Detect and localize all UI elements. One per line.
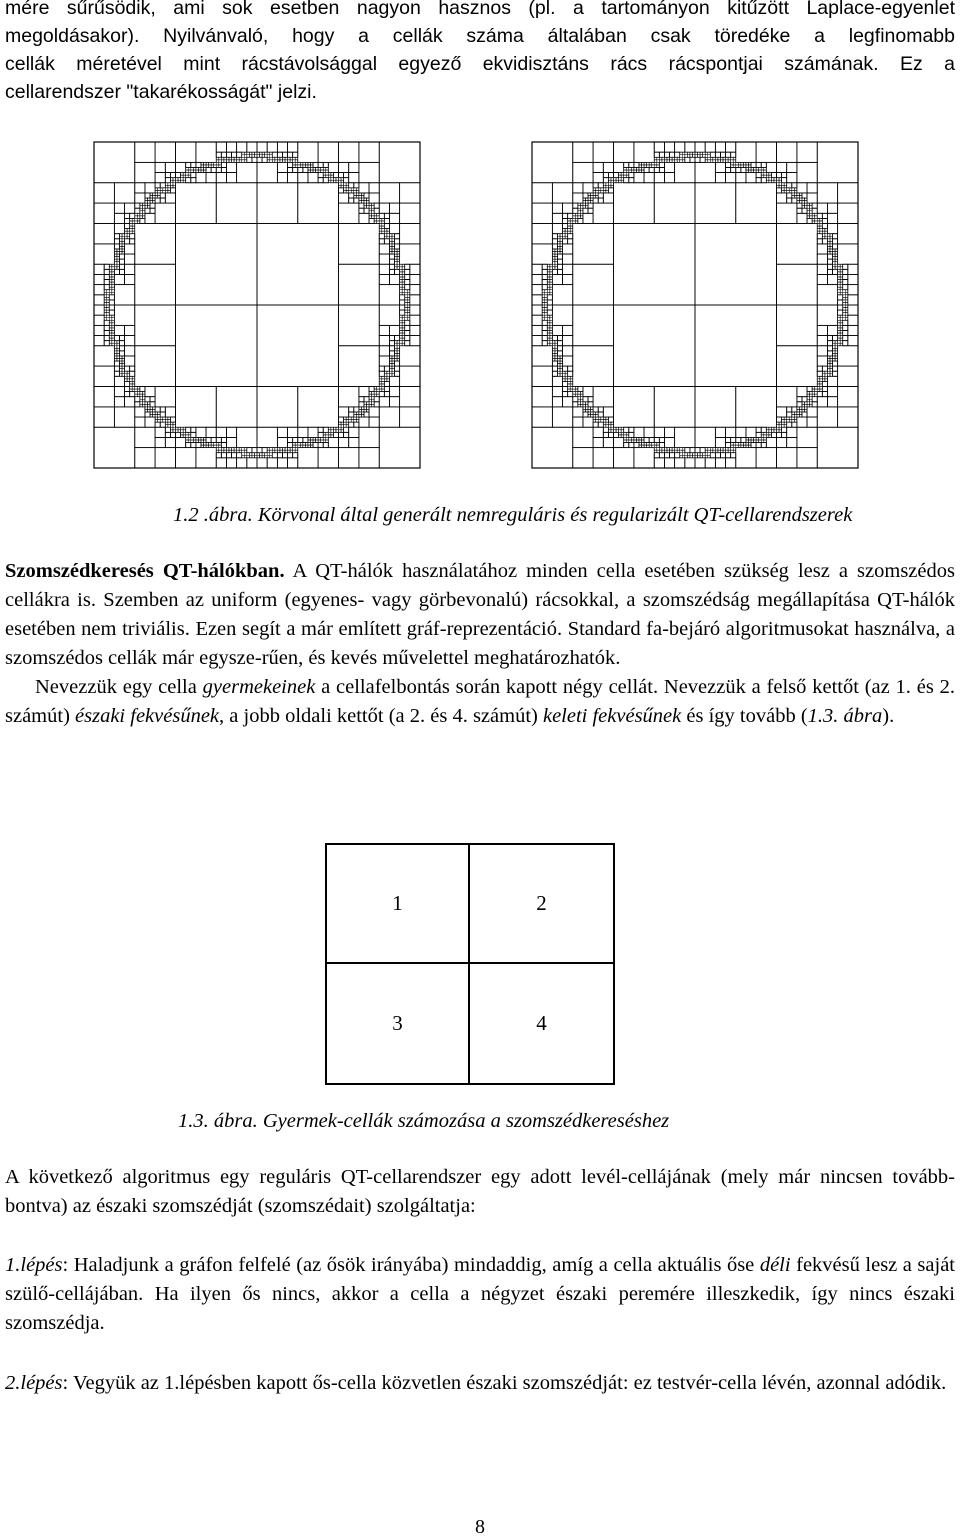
figure-ref: 1.3. ábra [807, 705, 883, 727]
step-2-number: 2. [5, 1372, 21, 1394]
figure-1-2-text: Körvonal által generált nemreguláris és regularizált QT-cellarendszerek [257, 504, 853, 526]
intro-line-2: megoldásakor). Nyilvánvaló, hogy a cellák száma általában csak töredéke a legfinomabb [5, 25, 955, 47]
child-numbering-figure [325, 843, 615, 1085]
step-1-label: lépés [20, 1254, 63, 1276]
intro-line-1: mére sűrűsödik, ami sok esetben nagyon hasznos (pl. a tartományon kitűzött Laplace-egyenlet [5, 0, 955, 19]
step-2-label: lépés [20, 1372, 63, 1394]
figure-1-2-caption [173, 501, 852, 530]
algorithm-intro: A következő algoritmus egy reguláris QT-cellarendszer egy adott levél-cellájának (mely már nincsen tovább-bontva) az északi szomszédját (szomszédait) szolgáltatja: [5, 1166, 955, 1217]
figure-1-2-number: 1.2 .ábra. [173, 504, 253, 526]
algorithm-step-2 [5, 1369, 955, 1398]
child-cell-1: 1 [325, 843, 470, 964]
intro-line-4: cellarendszer "takarékosságát" jelzi. [5, 81, 317, 103]
quadtree-figure [90, 138, 926, 472]
p2-text-e: , a jobb oldali kettőt (a 2. és 4. számút) [219, 705, 543, 727]
page-number: 8 [475, 1516, 485, 1538]
step-1-number: 1. [5, 1254, 21, 1276]
child-cell-3: 3 [325, 964, 470, 1085]
neighbor-paragraph-1 [5, 557, 955, 673]
step-1-text-a: : Haladjunk a gráfon felfelé (az ősök irányába) mindaddig, amíg a cella aktuális őse [62, 1254, 760, 1276]
p2-text-g: és így tovább ( [681, 705, 808, 727]
term-south: déli [759, 1254, 791, 1276]
step-1-text-c: fekvésű lesz a saját szülő-cellájában. Ha ilyen ős nincs, akkor a cella a négyzet északi peremére illeszkedik, így nincs északi szomszédja. [5, 1254, 955, 1334]
p2-text-c: a cellafelbontás során kapott négy cellát. Nevezzük a felső kettőt (az 1. és 2. számút) [5, 676, 955, 727]
algorithm-step-1 [5, 1251, 955, 1338]
term-north: északi fekvésűnek [75, 705, 220, 727]
intro-line-3: cellák méretével mint rácstávolsággal egyező ekvidisztáns rács rácspontjai számának. Ez a [5, 53, 955, 75]
p2-text-i: ). [882, 705, 895, 727]
figure-1-3-caption: 1.3. ábra. Gyermek-cellák számozása a szomszédkereséshez [178, 1110, 670, 1132]
term-east: keleti fekvésűnek [542, 705, 682, 727]
step-2-text: : Vegyük az 1.lépésben kapott ős-cella közvetlen északi szomszédját: ez testvér-cella lévén, azonnal adódik. [62, 1372, 947, 1394]
p2-text-a: Nevezzük egy cella [35, 676, 203, 698]
section-heading: Szomszédkeresés QT-hálókban. [5, 560, 285, 582]
neighbor-paragraph-2 [5, 673, 955, 731]
intro-paragraph [5, 0, 955, 106]
neighbor-section [5, 557, 955, 731]
neighbor-paragraph-1-text: A QT-hálók használatához minden cella esetében szükség lesz a szomszédos cellákra is. Szemben az uniform (egyenes- vagy görbevonalú) rácsokkal, a szomszédság megállapítása QT-hálók esetében nem triviális. Ezen segít a már említett gráf-reprezentáció. Standard fa-bejáró algoritmusokat használva, a szomszédos cellák már egysze-rűen, és kevés művelettel meghatározhatók. [5, 560, 955, 669]
child-cell-2: 2 [470, 843, 615, 964]
term-children: gyermekeinek [202, 676, 316, 698]
child-cell-4: 4 [470, 964, 615, 1085]
